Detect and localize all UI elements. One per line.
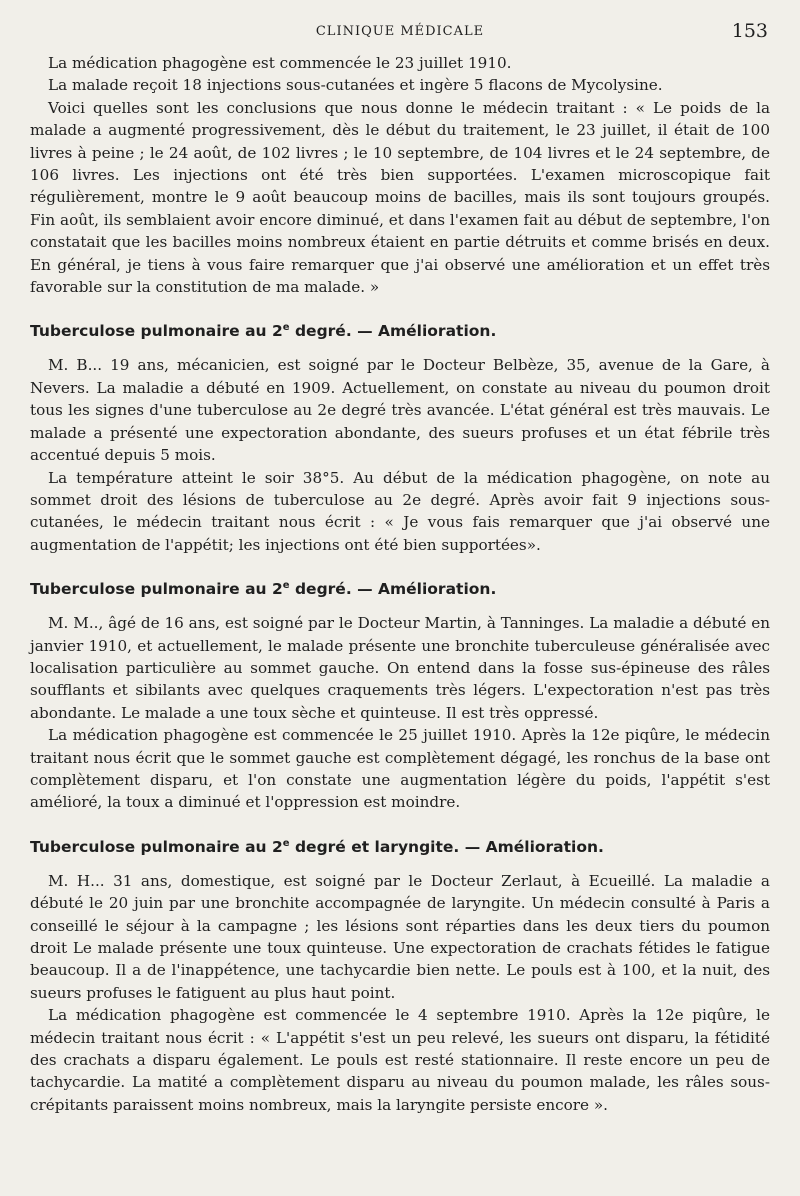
section-paragraph: M. M.., âgé de 16 ans, est soigné par le Docteur Martin, à Tanninges. La maladie a débuté en janvier 1910, et actuellement, le malade présente une bronchite tuberculeuse généralisée avec localisation particulière au sommet gauche. On entend dans la fosse sus-épineuse des râles soufflants et sibilants avec quelques craquements très légers. L'expectoration n'est pas très abondante. Le malade a une toux sèche et quinteuse. Il est très oppressé. <box>30 614 770 722</box>
section-title: Tuberculose pulmonaire au 2e degré et laryngite. — Amélioration. <box>30 837 604 856</box>
section-paragraph: M. B... 19 ans, mécanicien, est soigné par le Docteur Belbèze, 35, avenue de la Gare, à Nevers. La maladie a débuté en 1909. Actuellement, on constate au niveau du poumon droit tous les signes d'une tuberculose au 2e degré très avancée. L'état général est très mauvais. Le malade a présenté une expectoration abondante, des sueurs profuses et un état fébrile très accentué depuis 5 mois. <box>30 356 770 465</box>
intro-paragraph: La médication phagogène est commencée le 23 juillet 1910. <box>48 54 512 72</box>
intro-paragraph: Voici quelles sont les conclusions que nous donne le médecin traitant : « Le poids de la malade a augmenté progressivement, dès le début du traitement, le 23 juillet, il était de 100 livres à peine ; le 24 août, de 102 livres ; le 10 septembre, de 104 livres et le 24 septembre, de 106 livres. Les injections ont été très bien supportées. L'examen microscopique fait régulièrement, montre le 9 août beaucoup moins de bacilles, mais ils sont toujours groupés. Fin août, ils semblaient avoir encore diminué, et dans l'examen fait au début de septembre, l'on constatait que les bacilles moins nombreux étaient en partie détruits et comme brisés en deux. En général, je tiens à vous faire remarquer que j'ai observé une amélioration et un effet très favorable sur la constitution de ma malade. » <box>30 98 770 297</box>
intro-block <box>30 52 770 298</box>
section-title: Tuberculose pulmonaire au 2e degré. — Amélioration. <box>30 579 497 599</box>
document-page <box>30 18 770 1116</box>
section-paragraph: La médication phagogène est commencée le 4 septembre 1910. Après la 12e piqûre, le médecin traitant nous écrit : « L'appétit s'est un peu relevé, les sueurs ont disparu, la fétidité des crachats a disparu également. Le pouls est resté stationnaire. Il reste encore un peu de tachycardie. La matité a complètement disparu au niveau du poumon malade, les râles sous-crépitants paraissent moins nombreux, mais la laryngite persiste encore ». <box>30 1006 770 1114</box>
section-paragraph: La médication phagogène est commencée le 25 juillet 1910. Après la 12e piqûre, le médecin traitant nous écrit que le sommet gauche est complètement dégagé, les ronchus de la base ont complètement disparu, et l'on constate une augmentation légère du poids, l'appétit s'est amélioré, la toux a diminué et l'oppression est moindre. <box>30 726 770 812</box>
page-header <box>30 18 770 44</box>
running-head: CLINIQUE MÉDICALE <box>315 24 485 39</box>
intro-paragraph: La malade reçoit 18 injections sous-cutanées et ingère 5 flacons de Mycolysine. <box>48 76 663 95</box>
page-number: 153 <box>731 20 768 42</box>
section-title: Tuberculose pulmonaire au 2e degré. — Amélioration. <box>30 322 497 341</box>
case-section <box>30 320 770 556</box>
section-paragraph: La température atteint le soir 38°5. Au début de la médication phagogène, on note au sommet droit des lésions de tuberculose au 2e degré. Après avoir fait 9 injections sous-cutanées, le médecin traitant nous écrit : « Je vous fais remarquer que j'ai observé une augmentation de l'appétit; les injections ont été bien supportées». <box>30 468 770 554</box>
case-section <box>30 836 770 1116</box>
section-paragraph: M. H... 31 ans, domestique, est soigné par le Docteur Zerlaut, à Ecueillé. La maladie a débuté le 20 juin par une bronchite accompagnée de laryngite. Un médecin consulté à Paris a conseillé le séjour à la campagne ; les lésions sont réparties dans les deux tiers du poumon droit Le malade présente une toux quinteuse. Une expectoration de crachats fétides le fatigue beaucoup. Il a de l'inappétence, une tachycardie bien nette. Le pouls est à 100, et la nuit, des sueurs profuses le fatiguent au plus haut point. <box>30 871 770 1002</box>
case-section <box>30 578 770 814</box>
